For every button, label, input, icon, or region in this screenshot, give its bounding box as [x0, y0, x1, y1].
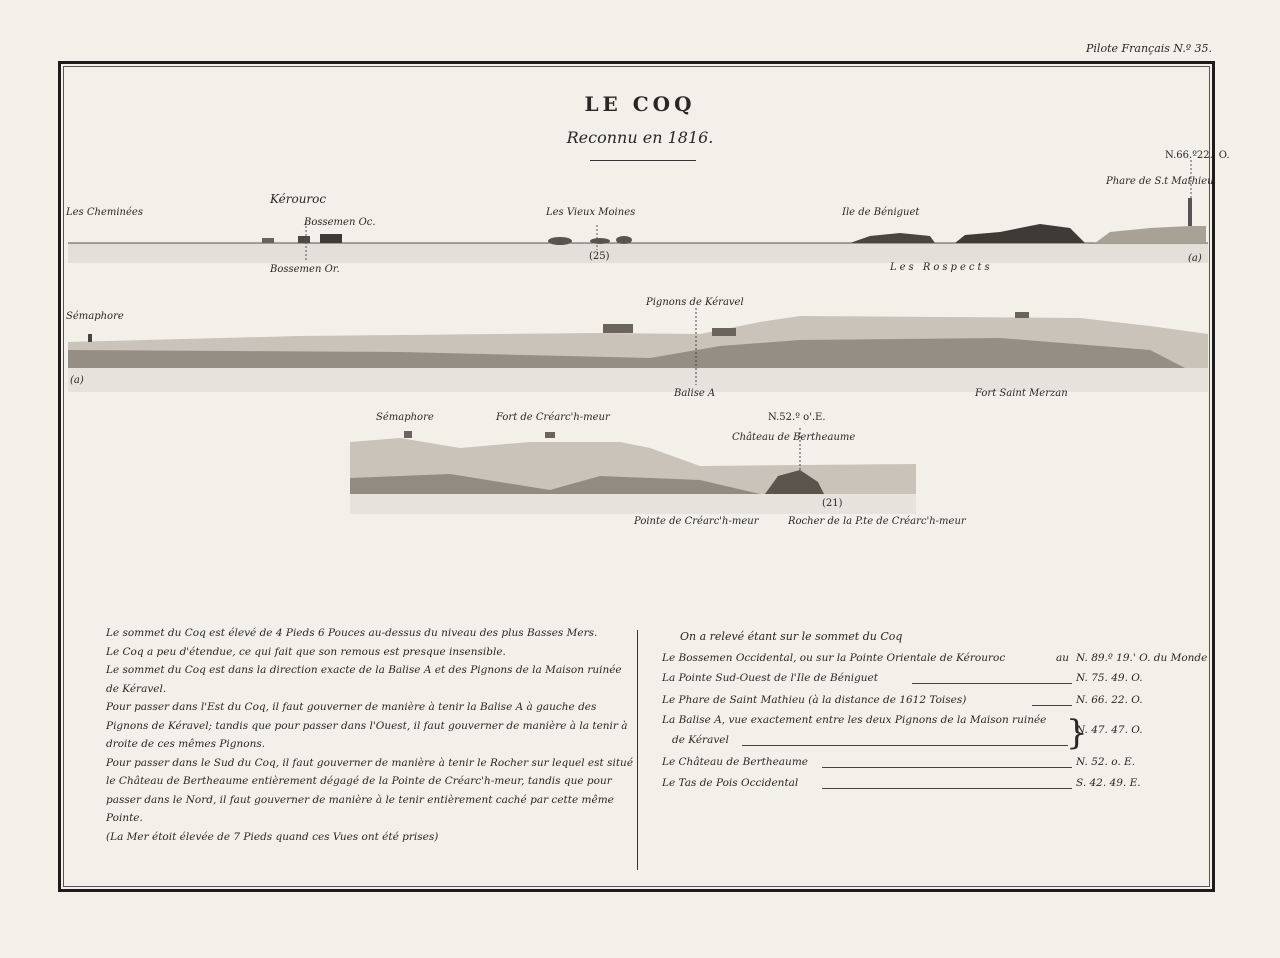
vieux-moines-rock-3: [616, 236, 632, 244]
keravel-house: [603, 324, 633, 333]
note-paragraph: Le sommet du Coq est élevé de 4 Pieds 6 Pouces au-dessus du niveau des plus Basses Mers.: [106, 627, 598, 639]
rospects-rocks: [955, 224, 1085, 243]
label-view1-bearing: N.66.º22.' O.: [1165, 150, 1230, 161]
bearing-value: N. 89.º 19.' O. du Monde: [1076, 652, 1208, 664]
bearing-row: [662, 694, 1152, 706]
label-fort-crearch-meur: Fort de Créarc'h-meur: [496, 412, 610, 423]
plate-series-label: Pilote Français N.º 35.: [1086, 42, 1212, 55]
bearing-leader-rule: [822, 788, 1072, 789]
label-phare-saint-mathieu: Phare de S.t Mathieu: [1106, 176, 1214, 187]
note-paragraph: Le sommet du Coq est dans la direction exacte de la Balise A et des Pignons de la Maison ruinée de Kéravel.: [106, 664, 622, 695]
label-vieux-moines: Les Vieux Moines: [546, 207, 636, 218]
fort-crearch-meur-building: [545, 432, 555, 438]
label-pignons-keravel: Pignons de Kéravel: [646, 297, 744, 308]
bearing-text: de Kéravel: [672, 734, 729, 746]
note-paragraph: Pour passer dans l'Est du Coq, il faut gouverner de manière à tenir la Balise A à gauche des Pignons de Kéravel; tandis que pour passer dans l'Ouest, il faut gouverner de manière à la tenir à droite de ces mêmes Pignons.: [106, 701, 628, 750]
label-bossemen-or: Bossemen Or.: [270, 264, 340, 275]
label-view2-semaphore: Sémaphore: [66, 311, 124, 322]
bearing-text: Le Tas de Pois Occidental: [662, 777, 799, 789]
fort-merzan-building: [1015, 312, 1029, 318]
bearing-leader-rule: [742, 745, 1068, 746]
column-divider: [637, 630, 638, 870]
label-view3-number: (21): [822, 498, 843, 509]
bossemen-rock: [320, 234, 342, 243]
view1-sea: [68, 243, 1208, 263]
semaphore-mast: [88, 334, 92, 342]
page-title: LE COQ: [584, 92, 696, 116]
label-balise-a: Balise A: [674, 388, 716, 399]
label-view1-marker: (a): [1188, 253, 1202, 264]
note-paragraph: (La Mer étoit élevée de 7 Pieds quand ces Vues ont été prises): [106, 830, 439, 843]
bearing-row: [662, 756, 1152, 768]
bearing-leader-rule: [822, 767, 1072, 768]
bearing-text: Le Phare de Saint Mathieu (à la distance de 1612 Toises): [662, 694, 967, 706]
bearing-value: N. 75. 49. O.: [1076, 672, 1143, 684]
label-view3-bearing: N.52.º o'.E.: [768, 412, 826, 423]
vieux-moines-rock-2: [590, 238, 610, 244]
vieux-moines-rock-1: [548, 237, 572, 245]
notes-column: [106, 624, 636, 846]
label-pointe-crearch-meur: Pointe de Créarc'h-meur: [634, 516, 759, 527]
bearing-text: La Balise A, vue exactement entre les deux Pignons de la Maison ruinée: [662, 714, 1047, 726]
saint-mathieu-headland: [1095, 226, 1206, 243]
bearing-value: N. 52. o. E.: [1076, 756, 1136, 768]
label-rocher-pointe: Rocher de la P.te de Créarc'h-meur: [788, 516, 966, 527]
kerouroc-rock-2: [298, 236, 310, 243]
phare-saint-mathieu-tower: [1188, 198, 1192, 226]
label-kerouroc: Kérouroc: [270, 192, 327, 206]
kerouroc-rock-1: [262, 238, 274, 243]
bearing-row: [662, 672, 1152, 684]
view3-semaphore: [404, 431, 412, 438]
bearing-value: S. 42. 49. E.: [1076, 777, 1141, 789]
bearing-value: N. 47. 47. O.: [1076, 724, 1143, 736]
bearing-value: N. 66. 22. O.: [1076, 694, 1143, 706]
label-chateau-bertheaume: Château de Bertheaume: [732, 432, 856, 443]
label-beniguet: Ile de Béniguet: [842, 207, 920, 218]
label-view1-number: (25): [589, 251, 610, 262]
bearing-text: Le Château de Bertheaume: [662, 756, 808, 768]
label-fort-saint-merzan: Fort Saint Merzan: [975, 388, 1068, 399]
note-paragraph: Pour passer dans le Sud du Coq, il faut gouverner de manière à tenir le Rocher sur lequel est situé le Château de Bertheaume entièrement dégagé de la Pointe de Créarc'h-meur, tandis que pour passer dans le Nord, il faut gouverner de manière à le tenir entièrement caché par cette même Pointe.: [106, 756, 634, 824]
bearing-row: [662, 777, 1152, 789]
bearing-leader-rule: [912, 683, 1072, 684]
label-rospects: Les Rospects: [890, 262, 993, 273]
page-subtitle: Reconnu en 1816.: [566, 128, 714, 147]
bearing-extra: au: [1056, 652, 1070, 664]
label-les-cheminees: Les Cheminées: [66, 207, 143, 218]
bearings-title: On a relevé étant sur le sommet du Coq: [680, 630, 903, 643]
keravel-pignons: [712, 328, 736, 336]
beniguet-island: [850, 233, 935, 243]
note-paragraph: Le Coq a peu d'étendue, ce qui fait que son remous est presque insensible.: [106, 645, 506, 658]
bearing-leader-rule: [1032, 705, 1072, 706]
bearing-row: [662, 652, 1208, 664]
bearing-brace: }: [1066, 713, 1088, 753]
label-bossemen-oc: Bossemen Oc.: [304, 217, 376, 228]
label-view2-marker: (a): [70, 375, 84, 386]
label-view3-semaphore: Sémaphore: [376, 412, 434, 423]
bearing-text: Le Bossemen Occidental, ou sur la Pointe Orientale de Kérouroc: [662, 652, 1006, 664]
view2-drawing: [68, 308, 1208, 392]
bearing-text: La Pointe Sud-Ouest de l'Ile de Béniguet: [662, 672, 878, 684]
view1-drawing: [68, 160, 1208, 263]
